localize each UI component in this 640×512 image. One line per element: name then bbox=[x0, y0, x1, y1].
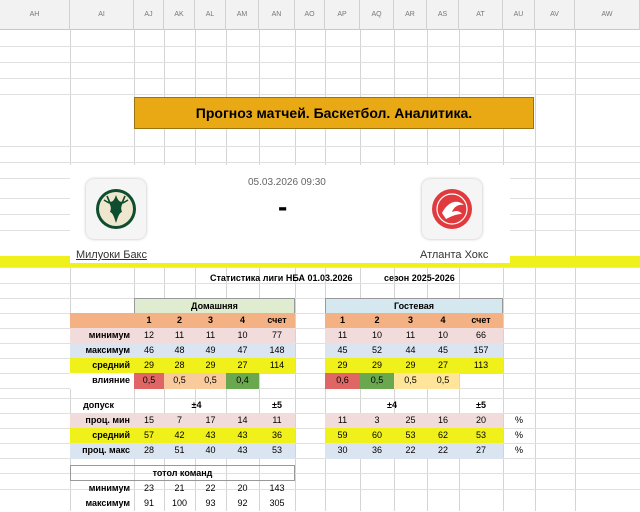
hawks-logo-icon bbox=[422, 179, 482, 239]
pct-unit[interactable]: % bbox=[514, 430, 523, 440]
away-value[interactable]: 52 bbox=[360, 343, 394, 359]
away-col-header[interactable]: 1 bbox=[325, 313, 360, 329]
away-value[interactable]: 45 bbox=[325, 343, 360, 359]
home-value[interactable]: 0,5 bbox=[164, 373, 195, 389]
away-col-header[interactable]: 3 bbox=[394, 313, 427, 329]
totals-value[interactable]: 143 bbox=[269, 483, 285, 493]
grid-hline bbox=[0, 62, 640, 63]
away-value[interactable]: 10 bbox=[427, 328, 459, 344]
match-card bbox=[70, 165, 510, 263]
column-header-ap[interactable]: AP bbox=[325, 0, 360, 30]
grid-vline bbox=[535, 30, 536, 511]
totals-value[interactable]: 100 bbox=[171, 498, 188, 508]
home-value[interactable]: 48 bbox=[164, 343, 195, 359]
column-header-ar[interactable]: AR bbox=[394, 0, 427, 30]
grid-hline bbox=[0, 46, 640, 47]
home-value[interactable]: 0,4 bbox=[226, 373, 259, 389]
league-stats-label: Статистика лиги НБА 01.03.2026 bbox=[210, 273, 353, 283]
away-pct-value[interactable]: 62 bbox=[427, 428, 459, 444]
match-score: - bbox=[278, 191, 288, 222]
away-value[interactable]: 113 bbox=[459, 358, 503, 374]
home-value[interactable]: 49 bbox=[195, 343, 226, 359]
pct-row-label[interactable]: средний bbox=[70, 428, 134, 444]
away-pct-value[interactable]: 36 bbox=[360, 443, 394, 459]
home-pct-value[interactable]: 14 bbox=[226, 413, 259, 429]
away-group-header[interactable]: Гостевая bbox=[325, 298, 503, 314]
home-value[interactable]: 0,5 bbox=[134, 373, 164, 389]
column-header-aq[interactable]: AQ bbox=[360, 0, 394, 30]
away-pct-value[interactable]: 22 bbox=[427, 443, 459, 459]
match-datetime: 05.03.2026 09:30 bbox=[248, 177, 326, 188]
away-team-name[interactable]: Атланта Хокс bbox=[420, 249, 489, 261]
pct-row-label[interactable]: проц. макс bbox=[70, 443, 134, 459]
away-value[interactable]: 11 bbox=[325, 328, 360, 344]
grid-hline bbox=[0, 78, 640, 79]
home-value[interactable]: 10 bbox=[226, 328, 259, 344]
home-pct-value[interactable]: 28 bbox=[134, 443, 164, 459]
home-value[interactable]: 47 bbox=[226, 343, 259, 359]
totals-value[interactable]: 91 bbox=[143, 498, 154, 508]
column-header-bar bbox=[0, 0, 640, 30]
home-col-header[interactable]: 4 bbox=[226, 313, 259, 329]
home-value[interactable]: 77 bbox=[259, 328, 295, 344]
away-pct-value[interactable]: 53 bbox=[459, 428, 503, 444]
home-value[interactable]: 28 bbox=[164, 358, 195, 374]
away-tolerance[interactable]: ±4 bbox=[387, 400, 397, 410]
grid-hline bbox=[0, 94, 640, 95]
home-value[interactable]: 11 bbox=[195, 328, 226, 344]
away-value[interactable]: 44 bbox=[394, 343, 427, 359]
home-value[interactable]: 0,5 bbox=[195, 373, 226, 389]
home-col-header[interactable]: счет bbox=[259, 313, 295, 329]
grid-hline bbox=[0, 283, 640, 284]
away-col-header[interactable]: 2 bbox=[360, 313, 394, 329]
away-value[interactable] bbox=[459, 373, 503, 389]
away-value[interactable]: 0,5 bbox=[427, 373, 459, 389]
totals-value[interactable]: 22 bbox=[205, 483, 216, 493]
home-value[interactable]: 46 bbox=[134, 343, 164, 359]
totals-value[interactable]: 20 bbox=[237, 483, 248, 493]
home-pct-value[interactable]: 40 bbox=[195, 443, 226, 459]
home-value[interactable]: 12 bbox=[134, 328, 164, 344]
home-pct-value[interactable]: 53 bbox=[259, 443, 295, 459]
home-col-header[interactable]: 1 bbox=[134, 313, 164, 329]
column-header-av[interactable]: AV bbox=[535, 0, 575, 30]
totals-value[interactable]: 305 bbox=[269, 498, 285, 508]
away-value[interactable]: 29 bbox=[394, 358, 427, 374]
away-pct-value[interactable]: 60 bbox=[360, 428, 394, 444]
grid-hline bbox=[0, 298, 640, 299]
home-pct-value[interactable]: 11 bbox=[259, 413, 295, 429]
away-value[interactable]: 11 bbox=[394, 328, 427, 344]
home-pct-value[interactable]: 57 bbox=[134, 428, 164, 444]
away-value[interactable]: 29 bbox=[325, 358, 360, 374]
home-pct-value[interactable]: 51 bbox=[164, 443, 195, 459]
home-group-header[interactable]: Домашняя bbox=[134, 298, 295, 314]
home-pct-value[interactable]: 43 bbox=[195, 428, 226, 444]
pct-row-label[interactable]: проц. мин bbox=[70, 413, 134, 429]
column-header-at[interactable]: AT bbox=[459, 0, 503, 30]
away-value[interactable]: 27 bbox=[427, 358, 459, 374]
table-cell[interactable] bbox=[70, 313, 134, 329]
column-header-ah[interactable]: AH bbox=[0, 0, 70, 30]
page-title: Прогноз матчей. Баскетбол. Аналитика. bbox=[134, 97, 534, 129]
away-col-header[interactable]: 4 bbox=[427, 313, 459, 329]
column-header-au[interactable]: AU bbox=[503, 0, 535, 30]
row-label[interactable]: минимум bbox=[70, 328, 134, 344]
row-label[interactable]: влияние bbox=[70, 373, 134, 389]
away-pct-value[interactable]: 30 bbox=[325, 443, 360, 459]
column-header-ao[interactable]: AO bbox=[295, 0, 325, 30]
row-label[interactable]: максимум bbox=[70, 343, 134, 359]
pct-unit[interactable]: % bbox=[514, 415, 523, 425]
totals-value[interactable]: 93 bbox=[205, 498, 216, 508]
home-col-header[interactable]: 3 bbox=[195, 313, 226, 329]
home-team-name[interactable]: Милуоки Бакс bbox=[76, 249, 147, 261]
home-col-header[interactable]: 2 bbox=[164, 313, 195, 329]
away-value[interactable]: 66 bbox=[459, 328, 503, 344]
away-value[interactable]: 29 bbox=[360, 358, 394, 374]
totals-value[interactable]: 21 bbox=[174, 483, 185, 493]
away-pct-value[interactable]: 3 bbox=[360, 413, 394, 429]
grid-hline bbox=[0, 267, 640, 268]
home-pct-value[interactable]: 36 bbox=[259, 428, 295, 444]
home-value[interactable]: 114 bbox=[259, 358, 295, 374]
away-value[interactable]: 157 bbox=[459, 343, 503, 359]
grid-hline bbox=[0, 162, 640, 163]
tolerance-label[interactable]: допуск bbox=[83, 400, 114, 410]
away-pct-value[interactable]: 16 bbox=[427, 413, 459, 429]
home-pct-value[interactable]: 15 bbox=[134, 413, 164, 429]
away-value[interactable]: 10 bbox=[360, 328, 394, 344]
bucks-logo-icon bbox=[86, 179, 146, 239]
away-pct-value[interactable]: 25 bbox=[394, 413, 427, 429]
away-value[interactable]: 0,6 bbox=[325, 373, 360, 389]
column-header-ai[interactable]: AI bbox=[70, 0, 134, 30]
column-header-aw[interactable]: AW bbox=[575, 0, 640, 30]
column-header-al[interactable]: AL bbox=[195, 0, 226, 30]
totals-header[interactable]: тотол команд bbox=[70, 465, 295, 481]
home-pct-value[interactable]: 42 bbox=[164, 428, 195, 444]
away-pct-value[interactable]: 20 bbox=[459, 413, 503, 429]
pct-unit[interactable]: % bbox=[514, 445, 523, 455]
column-header-as[interactable]: AS bbox=[427, 0, 459, 30]
home-pct-value[interactable]: 43 bbox=[226, 443, 259, 459]
totals-row-label[interactable]: минимум bbox=[88, 483, 130, 493]
home-pct-value[interactable]: 17 bbox=[195, 413, 226, 429]
away-pct-value[interactable]: 53 bbox=[394, 428, 427, 444]
row-label[interactable]: средний bbox=[70, 358, 134, 374]
away-pct-value[interactable]: 11 bbox=[325, 413, 360, 429]
home-pct-value[interactable]: 43 bbox=[226, 428, 259, 444]
home-total-tolerance[interactable]: ±5 bbox=[272, 400, 282, 410]
home-value[interactable]: 29 bbox=[195, 358, 226, 374]
season-label: сезон 2025-2026 bbox=[384, 273, 455, 283]
grid-vline bbox=[575, 30, 576, 511]
column-header-ak[interactable]: AK bbox=[164, 0, 195, 30]
totals-value[interactable]: 23 bbox=[143, 483, 154, 493]
home-value[interactable]: 11 bbox=[164, 328, 195, 344]
away-value[interactable]: 0,5 bbox=[394, 373, 427, 389]
totals-row-label[interactable]: максимум bbox=[85, 498, 130, 508]
home-tolerance[interactable]: ±4 bbox=[191, 400, 202, 410]
home-value[interactable]: 27 bbox=[226, 358, 259, 374]
home-value[interactable]: 29 bbox=[134, 358, 164, 374]
totals-value[interactable]: 92 bbox=[237, 498, 248, 508]
home-value[interactable]: 148 bbox=[259, 343, 295, 359]
home-pct-value[interactable]: 7 bbox=[164, 413, 195, 429]
home-value[interactable] bbox=[259, 373, 295, 389]
column-header-am[interactable]: AM bbox=[226, 0, 259, 30]
away-value[interactable]: 0,5 bbox=[360, 373, 394, 389]
away-pct-value[interactable]: 27 bbox=[459, 443, 503, 459]
column-header-an[interactable]: AN bbox=[259, 0, 295, 30]
away-pct-value[interactable]: 22 bbox=[394, 443, 427, 459]
grid-hline bbox=[0, 146, 640, 147]
away-total-tolerance[interactable]: ±5 bbox=[476, 400, 486, 410]
column-header-aj[interactable]: AJ bbox=[134, 0, 164, 30]
away-col-header[interactable]: счет bbox=[459, 313, 503, 329]
away-value[interactable]: 45 bbox=[427, 343, 459, 359]
away-pct-value[interactable]: 59 bbox=[325, 428, 360, 444]
